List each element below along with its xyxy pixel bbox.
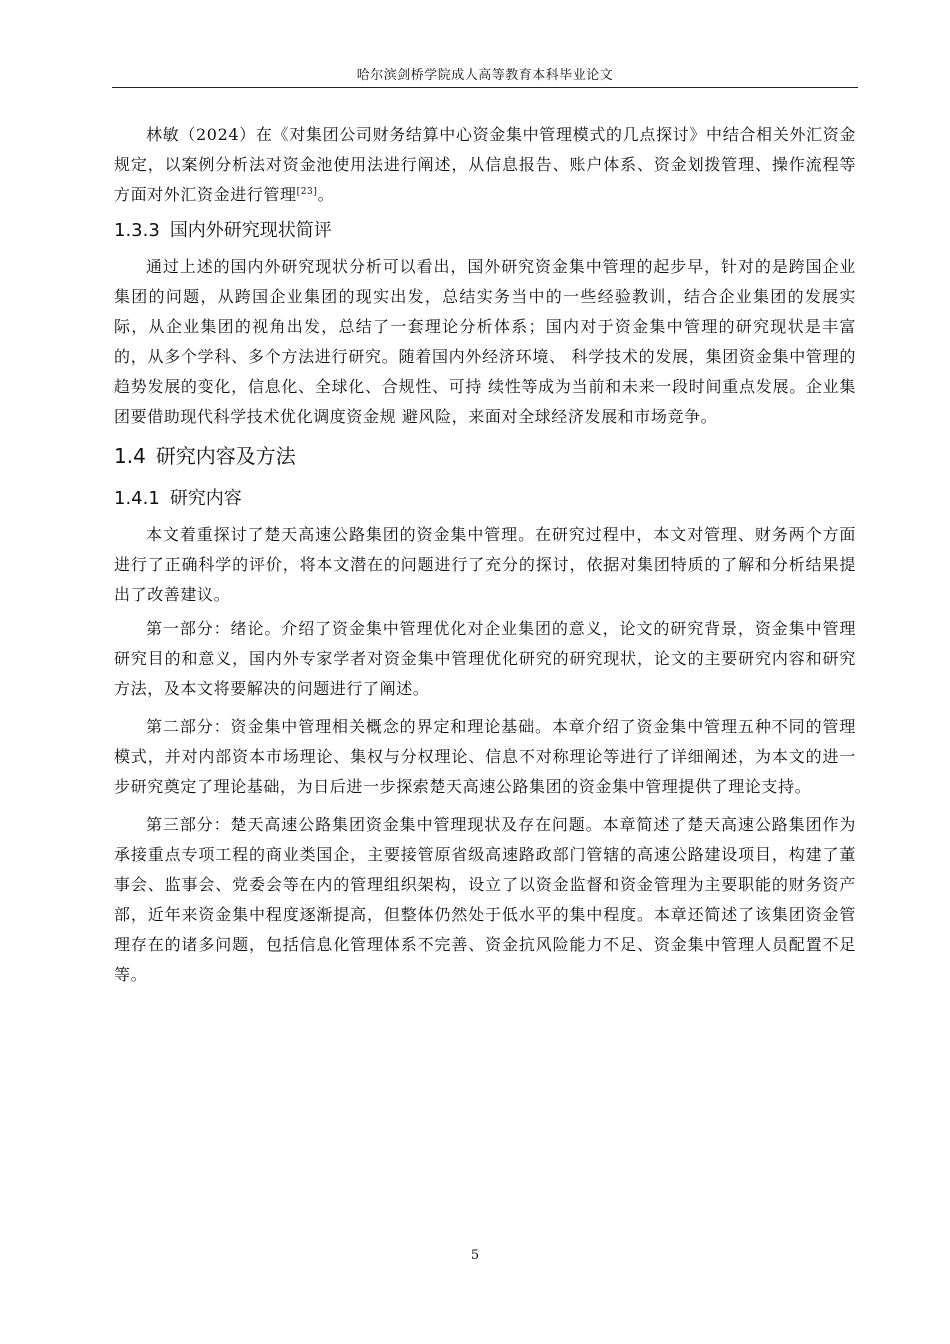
heading-title: 研究内容及方法: [155, 444, 296, 468]
content-paragraph-part-3: 第三部分：楚天高速公路集团资金集中管理现状及存在问题。本章简述了楚天高速公路集团作为承接重点专项工程的商业类国企，主要接管原省级高速路政部门管辖的高速公路建设项目，构建了董事会、监事会、党委会等在内的管理组织架构，设立了以资金监督和资金管理为主要职能的财务资产部，近年来资金集中程度逐渐提高，但整体仍然处于低水平的集中程度。本章还简述了该集团资金管理存在的诸多问题，包括信息化管理体系不完善、资金抗风险能力不足、资金集中管理人员配置不足等。: [114, 815, 856, 984]
heading-title: 研究内容: [169, 488, 242, 509]
heading-1-4: [114, 440, 856, 472]
page-number: 5: [470, 1248, 480, 1263]
heading-number: 1.4: [114, 444, 146, 468]
heading-number: 1.4.1: [114, 488, 160, 509]
content-paragraph-part-1: 第一部分：绪论。介绍了资金集中管理优化对企业集团的意义，论文的研究背景，资金集中管理研究目的和意义，国内外专家学者对资金集中管理优化研究的研究现状，论文的主要研究内容和研究方法，及本文将要解决的问题进行了阐述。: [114, 619, 856, 698]
content-paragraph-intro: 本文着重探讨了楚天高速公路集团的资金集中管理。在研究过程中，本文对管理、财务两个方面进行了正确科学的评价，将本文潜在的问题进行了充分的探讨，依据对集团特质的了解和分析结果提出了改善建议。: [114, 525, 856, 604]
heading-1-3-3: [114, 216, 856, 246]
running-header: 哈尔滨剑桥学院成人高等教育本科毕业论文: [356, 68, 614, 83]
citation-ref[interactable]: [23]: [296, 187, 318, 197]
heading-title: 国内外研究现状简评: [169, 220, 332, 241]
review-paragraph: 通过上述的国内外研究现状分析可以看出，国外研究资金集中管理的起步早，针对的是跨国企业集团的问题，从跨国企业集团的现实出发，总结实务当中的一些经验教训，结合企业集团的发展实际，从企业集团的视角出发，总结了一套理论分析体系；国内对于资金集中管理的研究现状是丰富的，从多个学科、多个方法进行研究。随着国内外经济环境、 科学技术的发展，集团资金集中管理的趋势发展的变化，信息化、全球化、合规性、可持 续性等成为当前和未来一段时间重点发展。企业集团要借助现代科学技术优化调度资金规 避风险，来面对全球经济发展和市场竞争。: [114, 257, 856, 426]
heading-number: 1.3.3: [114, 220, 160, 241]
header-rule: [112, 87, 858, 88]
heading-1-4-1: [114, 484, 856, 514]
page-content: [114, 120, 856, 990]
intro-paragraph: [114, 120, 856, 210]
intro-text: 林敏（2024）在《对集团公司财务结算中心资金集中管理模式的几点探讨》中结合相关外汇资金规定，以案例分析法对资金池使用法进行阐述，从信息报告、账户体系、资金划拨管理、操作流程等方面对外汇资金进行管理: [114, 125, 856, 204]
content-paragraph-part-2: 第二部分：资金集中管理相关概念的界定和理论基础。本章介绍了资金集中管理五种不同的管理模式，并对内部资本市场理论、集权与分权理论、信息不对称理论等进行了详细阐述，为本文的进一步研究奠定了理论基础，为日后进一步探索楚天高速公路集团的资金集中管理提供了理论支持。: [114, 717, 856, 796]
intro-end: 。: [317, 185, 335, 204]
